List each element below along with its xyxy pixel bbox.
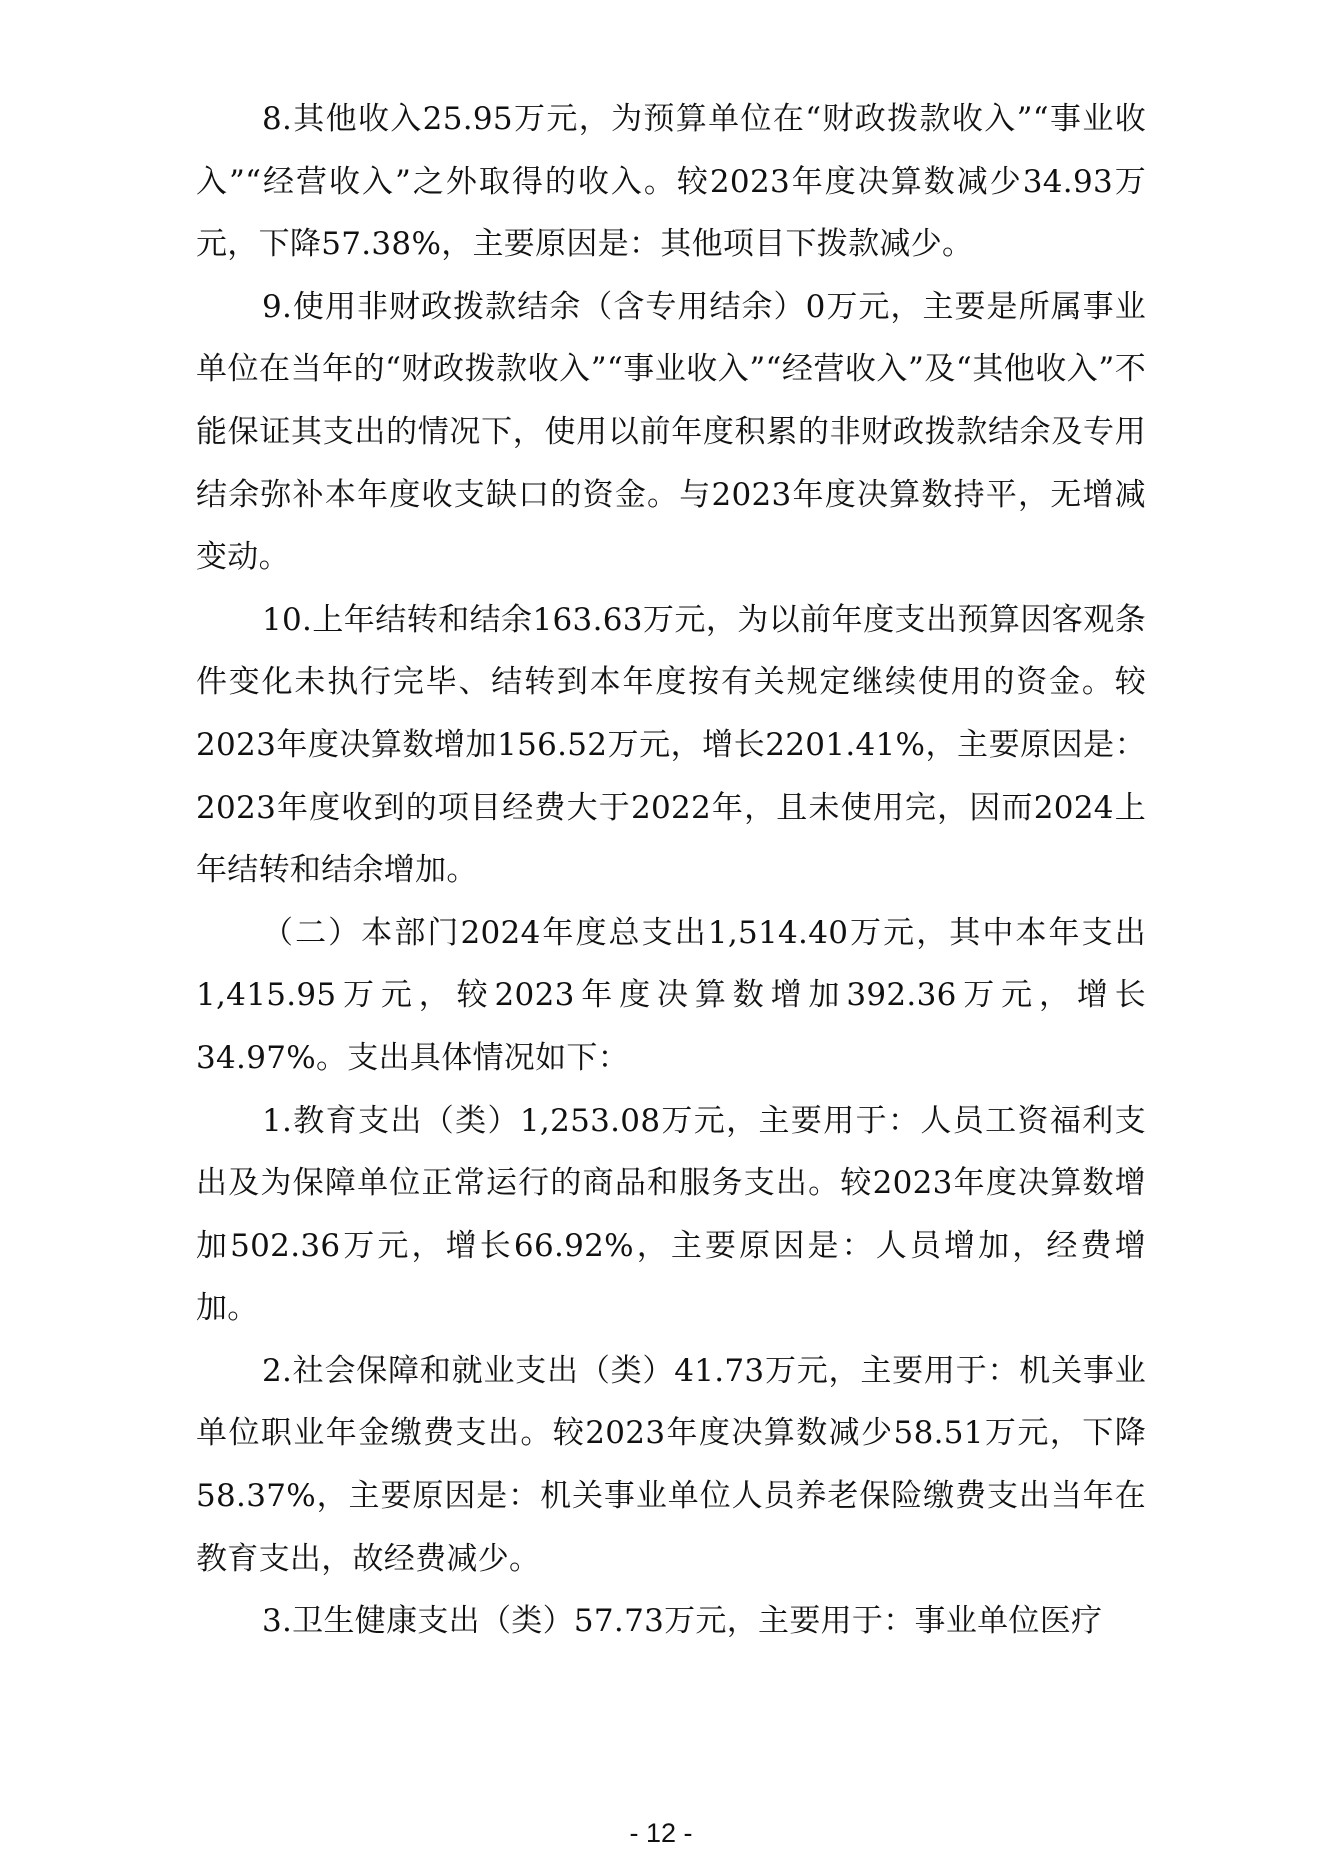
page-number: - 12 - bbox=[629, 1818, 693, 1848]
paragraph-education-expenditure: 1.教育支出（类）1,253.08万元，主要用于：人员工资福利支出及为保障单位正常运行的商品和服务支出。较2023年度决算数增加502.36万元，增长66.92%，主要原因是：人员增加，经费增加。 bbox=[196, 1102, 1146, 1327]
body-text bbox=[196, 88, 1146, 1653]
paragraph-other-income: 8.其他收入25.95万元，为预算单位在“财政拨款收入”“事业收入”“经营收入”之外取得的收入。较2023年度决算数减少34.93万元，下降57.38%，主要原因是：其他项目下拨款减少。 bbox=[196, 101, 1146, 263]
paragraph-non-fiscal-surplus: 9.使用非财政拨款结余（含专用结余）0万元，主要是所属事业单位在当年的“财政拨款收入”“事业收入”“经营收入”及“其他收入”不能保证其支出的情况下，使用以前年度积累的非财政拨款结余及专用结余弥补本年度收支缺口的资金。与2023年度决算数持平，无增减变动。 bbox=[196, 288, 1146, 576]
paragraph-social-security-expenditure: 2.社会保障和就业支出（类）41.73万元，主要用于：机关事业单位职业年金缴费支出。较2023年度决算数减少58.51万元，下降58.37%，主要原因是：机关事业单位人员养老保险缴费支出当年在教育支出，故经费减少。 bbox=[196, 1352, 1146, 1577]
paragraph-carryover: 10.上年结转和结余163.63万元，为以前年度支出预算因客观条件变化未执行完毕、结转到本年度按有关规定继续使用的资金。较2023年度决算数增加156.52万元，增长2201.41%，主要原因是：2023年度收到的项目经费大于2022年，且未使用完，因而2024上年结转和结余增加。 bbox=[196, 601, 1146, 889]
paragraph-health-expenditure: 3.卫生健康支出（类）57.73万元，主要用于：事业单位医疗 bbox=[262, 1603, 1103, 1640]
paragraph-total-expenditure: （二）本部门2024年度总支出1,514.40万元，其中本年支出1,415.95万元，较2023年度决算数增加392.36万元，增长34.97%。支出具体情况如下： bbox=[196, 914, 1146, 1076]
